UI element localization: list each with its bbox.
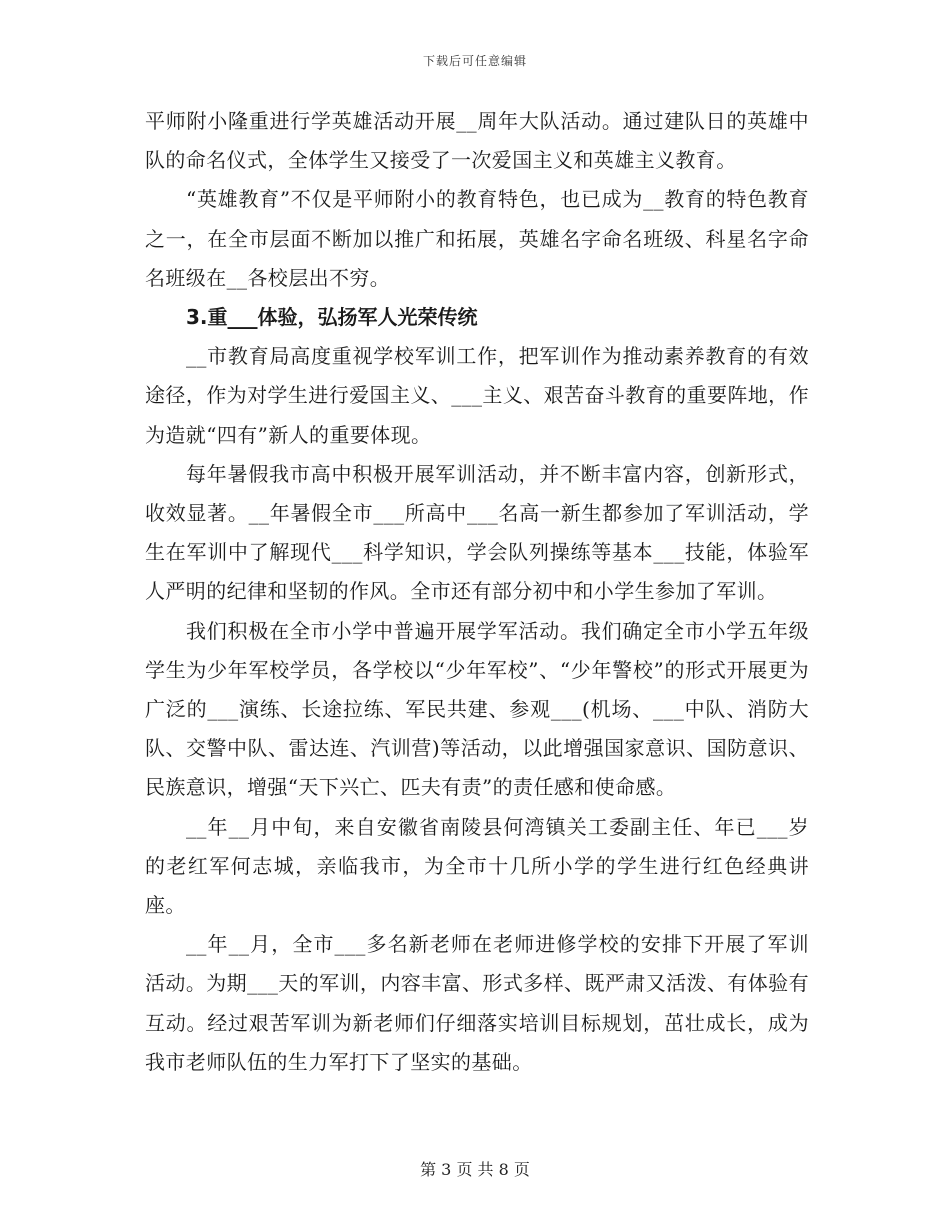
paragraph-military-training-policy: __市教育局高度重视学校军训工作，把军训作为推动素养教育的有效途径，作为对学生进行爱国主义、___主义、艰苦奋斗教育的重要阵地，作为造就“四有”新人的重要体现。 — [145, 344, 809, 447]
paragraph-teacher-training: __年__月，全市___多名新老师在老师进修学校的安排下开展了军训活动。为期___天的军训，内容丰富、形式多样、既严肃又活泼、有体验有互动。经过艰苦军训为新老师们仔细落实培训目标规划，茁壮成长，成为我市老师队伍的生力军打下了坚实的基础。 — [145, 932, 809, 1074]
paragraph-red-army-lecture: __年__月中旬，来自安徽省南陵县何湾镇关工委副主任、年已___岁的老红军何志城，亲临我市，为全市十几所小学的学生进行红色经典讲座。 — [145, 814, 809, 918]
paragraph-summer-training: 每年暑假我市高中积极开展军训活动，并不断丰富内容，创新形式，收效显著。__年暑假全市___所高中___名高一新生都参加了军训活动，学生在军训中了解现代___科学知识，学会队列操练等基本___技能，体验军人严明的纪律和坚韧的作风。全市还有部分初中和小学生参加了军训。 — [145, 461, 809, 604]
paragraph-primary-school-activities: 我们积极在全市小学中普遍开展学军活动。我们确定全市小学五年级学生为少年军校学员，各学校以“少年军校”、“少年警校”的形式开展更为广泛的___演练、长途拉练、军民共建、参观___(机场、___中队、消防大队、交警中队、雷达连、汽训营)等活动，以此增强国家意识、国防意识、民族意识，增强“天下兴亡、匹夫有责”的责任感和使命感。 — [145, 618, 809, 800]
section-heading: 3.重___体验，弘扬军人光荣传统 — [186, 305, 478, 330]
page-header-note: 下载后可任意编辑 — [422, 54, 527, 68]
page-number: 第 3 页 共 8 页 — [420, 1160, 530, 1179]
document-body — [145, 102, 809, 1082]
paragraph-hero-education: “英雄教育”不仅是平师附小的教育特色，也已成为__教育的特色教育之一，在全市层面不断加以推广和拓展，英雄名字命名班级、科星名字命名班级在__各校层出不穷。 — [145, 187, 809, 290]
paragraph-hero-activity: 平师附小隆重进行学英雄活动开展__周年大队活动。通过建队日的英雄中队的命名仪式，全体学生又接受了一次爱国主义和英雄主义教育。 — [145, 109, 809, 173]
